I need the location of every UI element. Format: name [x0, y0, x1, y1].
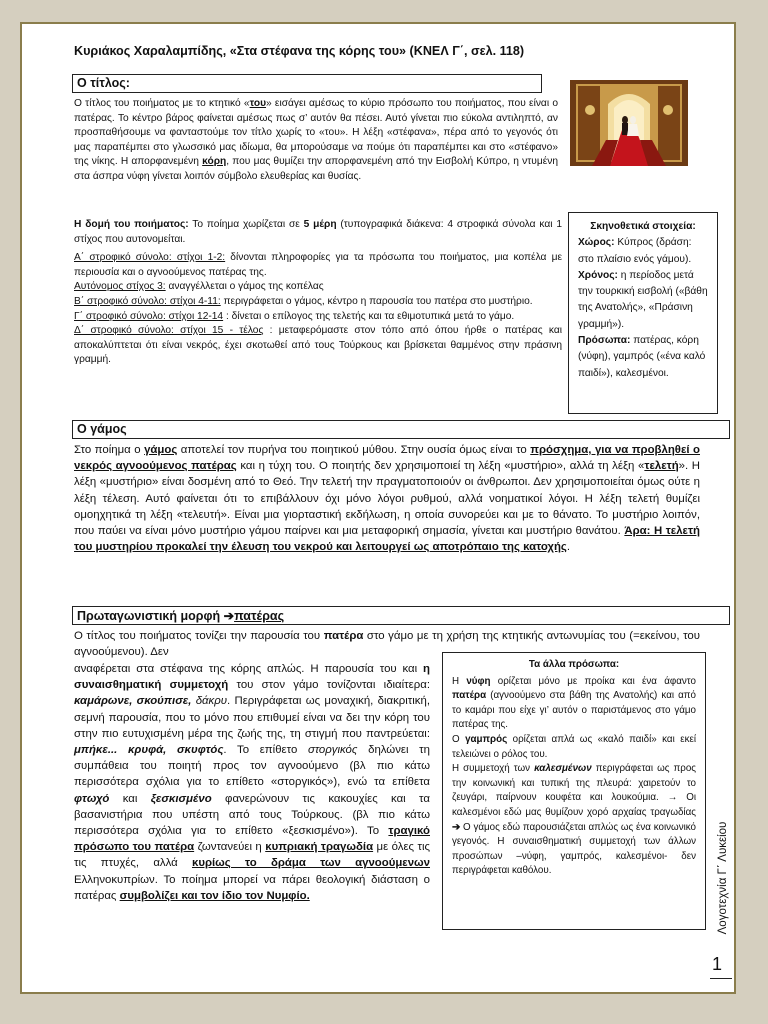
document-page [20, 22, 736, 994]
side-label [710, 810, 736, 960]
other-persons-groom [452, 733, 696, 762]
text-run-emph: κυρίως το δράμα των αγνοούμενων [191, 857, 430, 870]
text-run: Ελληνοκυπρίων. Το ποίημα μπορεί να πάρει θεολογική διάσταση ο πατέρας [74, 873, 430, 902]
structure-item-text: αναγγέλλεται ο γάμος της κοπέλας [165, 281, 324, 293]
page-number: 1 [712, 954, 723, 974]
text-run-italic: στοργικός [307, 744, 358, 757]
stage-text: η περίοδος μετά την τουρκική εισβολή («βάθη της Ανατολής», «Πράσινη γραμμή»). [578, 269, 708, 330]
text-run-emph: συμβολίζει και τον ίδιο τον Νυμφίο. [119, 889, 310, 902]
stage-line [578, 268, 708, 333]
text-run: Οι καλεσμένοι εδώ μας θυμίζουν χορό αρχαίας τραγωδίας [452, 792, 696, 818]
text-run: φανερώνουν τις κακουχίες και τα βασανιστήρια που υπέστη από τους Τούρκους. (βλ πιο κάτω περισσότερα σχόλια για το επίθετο «ξεσκισμένο»). Το [74, 792, 430, 838]
text-run: Ο γάμος εδώ παρουσιάζεται απλώς ως ένα κοινωνικό γεγονός. Η συναισθηματική συμμετοχή των άλλων προσώπων –νύφη, γαμπρός, καλεσμένοι- δεν περιγράφεται καθόλου. [452, 821, 696, 877]
text-run: ». Η λέξη «μυστήριο» είναι δοσμένη από το Θεό. Την τελετή την πραγματοποιούν οι άνθρωποι. Δεν χρησιμοποιείται όμως ούτε η λέξη τέλεση. Αυτό φαίνεται ότι το επιβάλλουν όχι μόνο λόγοι ρυθμού, αλλά νοηματικοί λόγοι. Η λέξη τελετή θυμίζει ομοηχητικά τη λέξη «τελευτή». Είναι μια γιορταστική εκδήλωση, η οποία συνορεύει και με το θάνατο. Το μυστήριο λοιπόν, που παύει να είναι μόνο μυστήριο γάμου παίρνει και μια μεταφορική σημασία, γίνεται και μυστήριο θανάτου. [74, 460, 701, 538]
structure-item-text: περιγράφεται ο γάμος, κέντρο η παρουσία του πατέρα στο μυστήριο. [220, 295, 533, 307]
other-persons-heading: Τα άλλα πρόσωπα: [528, 659, 620, 670]
text-run: » εισάγει αμέσως το κύριο πρόσωπο του ποιήματος, που είναι ο πατέρας. Το κέντρο βάρος φαίνεται αμέσως πως σ’ αυτόν θα πέσει. Αυτό γίνεται πιο εύκολα αντιληπτό, αν προσπαθήσουμε να φανταστούμε τον τίτλο χωρίς το «του». Η λέξη «στέφανα», πέρα από το γεγονός ότι μας παραπέμπει στο γλωσσικό μας ιδίωμα, θα μπορούσαμε να πούμε ότι παραπέμπει και στο «στέφανο» της νίκης. Η απορφανεμένη [74, 98, 558, 168]
stage-elements-box [568, 212, 718, 414]
structure-item-text: δίνονται πληροφορίες για τα πρόσωπα του ποιήματος, μια κοπέλα με περιουσία και ο αγνοούμενος πατέρας της. [74, 252, 563, 278]
document-title: Κυριάκος Χαραλαμπίδης, «Στα στέφανα της κόρης του» (ΚΝΕΛ Γ΄, σελ. 118) [74, 44, 525, 58]
structure-section [74, 218, 562, 368]
text-run-emph: Άρα [624, 525, 647, 538]
text-run: και [109, 792, 151, 805]
structure-item-text: : μεταφερόμαστε στον τόπο από όπου ήρθε ο πατέρας και αποκαλύπτεται ότι είναι νεκρός, έχει σκοτωθεί από τους Τούρκους και βρίσκεται θαμμένος στην πράσινη γραμμή. [74, 325, 562, 366]
title-paragraph [74, 97, 558, 185]
stage-label: Χώρος: [578, 237, 615, 249]
wedding-paragraph [74, 442, 700, 555]
father-paragraph [74, 661, 430, 904]
text-run: ορίζεται απλά ως «καλό παιδί» και εκεί τελειώνει ο ρόλος του. [452, 733, 697, 760]
text-run-bold-italic: καμάρωνε, σκούπισε, [74, 695, 192, 708]
structure-item-label: Αυτόνομος στίχος 3: [74, 281, 166, 293]
text-run-emph: τελετή [644, 460, 679, 473]
text-run: (αγνοούμενο στα βάθη της Ανατολής) και από το καμάρι που είχε γι’ αυτόν ο παριστάμενος στο γάμο πατέρας της. [452, 690, 696, 731]
structure-item [74, 295, 562, 310]
structure-item-label: Α΄ στροφικό σύνολο: στίχοι 1-2: [74, 252, 226, 264]
arrow-icon: → [667, 792, 678, 804]
text-run: Ο τίτλος του ποιήματος τονίζει την παρουσία του [74, 630, 324, 642]
stage-heading: Σκηνοθετικά στοιχεία: [590, 221, 696, 232]
text-run-bold: 5 μέρη [303, 219, 337, 230]
text-run-emph: του [249, 98, 267, 109]
text-run: , που μας θυμίζει την απορφανεμένη από την Εισβολή Κύπρο, η ντυμένη στα άσπρα νύφη γίνεται λοιπόν σύμβολο ελευθερίας και θυσίας. [74, 156, 558, 182]
text-run: δηλώνει τη συμπάθεια του ποιητή προς τον αγνοούμενο (βλ πιο κάτω περισσότερα σχόλια για το επίθετο «στοργικός»), ενώ τα επίθετα [74, 744, 430, 789]
structure-item-label: Δ΄ στροφικό σύνολο: στίχοι 15 - τέλος [74, 325, 264, 337]
text-run-bold: πατέρα [323, 630, 364, 642]
other-persons-guests [452, 762, 696, 879]
text-run: . Περιγράφεται ως μοναχική, διακριτική, σεμνή παρουσία, που το μόνο που επιθυμεί είναι να δει την κόρη του στην πιο ευτυχισμένη μέρα της ζωής της, τη στιγμή που παντρεύεται: [74, 695, 430, 740]
text-run-bold-italic: φτωχό [74, 792, 110, 805]
stage-label: Πρόσωπα: [578, 335, 631, 347]
text-run-emph: πρόσχημα, για να προβληθεί ο νεκρός αγνοούμενος πατέρας [74, 444, 700, 473]
section-heading-father-text: πατέρας [234, 609, 285, 623]
other-persons-box [442, 652, 706, 930]
text-run-bold: γαμπρός [465, 733, 508, 745]
text-run-bold-italic: ξεσκισμένο [150, 792, 212, 805]
text-run-emph: : Η τελετή του μυστηρίου προκαλεί την έλευση του νεκρού και λειτουργεί ως αποτρόπαιο της κατοχής [74, 525, 700, 554]
page-number-rule [710, 978, 732, 979]
text-run: αποτελεί τον πυρήνα του ποιητικού μύθου. Στην ουσία όμως είναι το [177, 444, 531, 456]
text-run-bold: πατέρα [452, 690, 487, 702]
structure-item-label: Γ΄ στροφικό σύνολο: στίχοι 12-14 [74, 310, 224, 322]
structure-item [74, 310, 562, 325]
text-run: Ο [452, 733, 466, 745]
text-run-italic: δάκρυ [195, 695, 227, 708]
section-heading-father [72, 606, 730, 625]
structure-item [74, 280, 562, 295]
text-run-emph: κυπριακή τραγωδία [265, 841, 374, 854]
structure-item-label: Β΄ στροφικό σύνολο: στίχοι 4-11: [74, 295, 221, 307]
text-run: με όλες τις τις πτυχές, αλλά [74, 841, 431, 870]
text-run-bold-italic: καλεσμένων [534, 763, 592, 775]
text-run: περιγράφεται ως προς την κοινωνική και τυπική της πλευρά: χαιρετούν το ζευγάρι, παίρνουν κουφέτα και λουκούμια. [452, 763, 696, 804]
stage-label: Χρόνος: [578, 269, 618, 281]
text-run: Η συμμετοχή των [452, 763, 535, 775]
structure-item [74, 324, 562, 368]
text-run-bold: η συναισθηματική συμμετοχή [74, 663, 430, 692]
arrow-icon: ➔ [223, 609, 235, 623]
text-run: Ο τίτλος του ποιήματος με το κτητικό « [74, 98, 250, 109]
stage-line [578, 333, 708, 382]
text-run: ζωντανεύει η [194, 841, 266, 854]
text-run-bold: νύφη [466, 675, 491, 687]
stage-text: πατέρας, κόρη (νύφη), γαμπρός («ένα καλό παιδί»), καλεσμένοι. [578, 335, 706, 379]
text-run: Το ποίημα χωρίζεται σε [188, 219, 304, 230]
text-run: . Το επίθετο [223, 744, 308, 757]
section-heading-title [72, 74, 542, 93]
text-run: αναφέρεται στα στέφανα της κόρης απλώς. Η παρουσία του και [74, 663, 424, 675]
section-heading-wedding [72, 420, 730, 439]
stage-line [578, 235, 708, 268]
text-run-bold: Η δομή του ποιήματος: [74, 219, 189, 230]
text-run: Η [452, 675, 467, 687]
text-run: (τυπογραφικά διάκενα: 4 στροφικά σύνολα και 1 στίχος που αυτονομείται. [74, 219, 562, 245]
text-run-bold-italic: μπήκε... κρυφά, σκυφτός [74, 744, 224, 757]
stage-text: Κύπρος (δράση: στο πλαίσιο ενός γάμου). [578, 237, 692, 265]
section-heading-wedding-text: Ο γάμος [77, 422, 127, 436]
side-label-text: Λογοτεχνία Γ΄ Λυκείου [717, 821, 729, 935]
wedding-photo [570, 80, 688, 166]
structure-item [74, 251, 562, 280]
text-run: . [566, 541, 570, 554]
section-heading-father-text: Πρωταγωνιστική μορφή [77, 609, 224, 623]
text-run-emph: γάμος [144, 444, 178, 456]
section-heading-title-text: Ο τίτλος: [77, 76, 130, 90]
text-run: του στον γάμο τονίζονται ιδιαίτερα: [228, 679, 430, 692]
other-persons-bride [452, 675, 696, 733]
structure-intro [74, 218, 562, 247]
text-run: και η τύχη του. Ο ποιητής δεν χρησιμοποιεί τη λέξη «μυστήριο», αλλά τη λέξη « [236, 460, 645, 473]
text-run-emph: τραγικό πρόσωπο του πατέρα [74, 825, 430, 854]
text-run-emph: κόρη [202, 156, 227, 168]
text-run: Στο ποίημα ο [74, 444, 145, 456]
text-run: ορίζεται μόνο με προίκα και ένα άφαντο [490, 675, 696, 687]
arrow-icon: ➔ [452, 821, 461, 833]
text-run: στο γάμο με τη χρήση της κτητικής αντωνυμίας του (=εκείνου, του αγνοούμενου). Δεν [74, 630, 700, 659]
structure-item-text: : δίνεται ο επίλογος της τελετής και τα εθιμοτυπικά μετά το γάμο. [223, 310, 515, 322]
